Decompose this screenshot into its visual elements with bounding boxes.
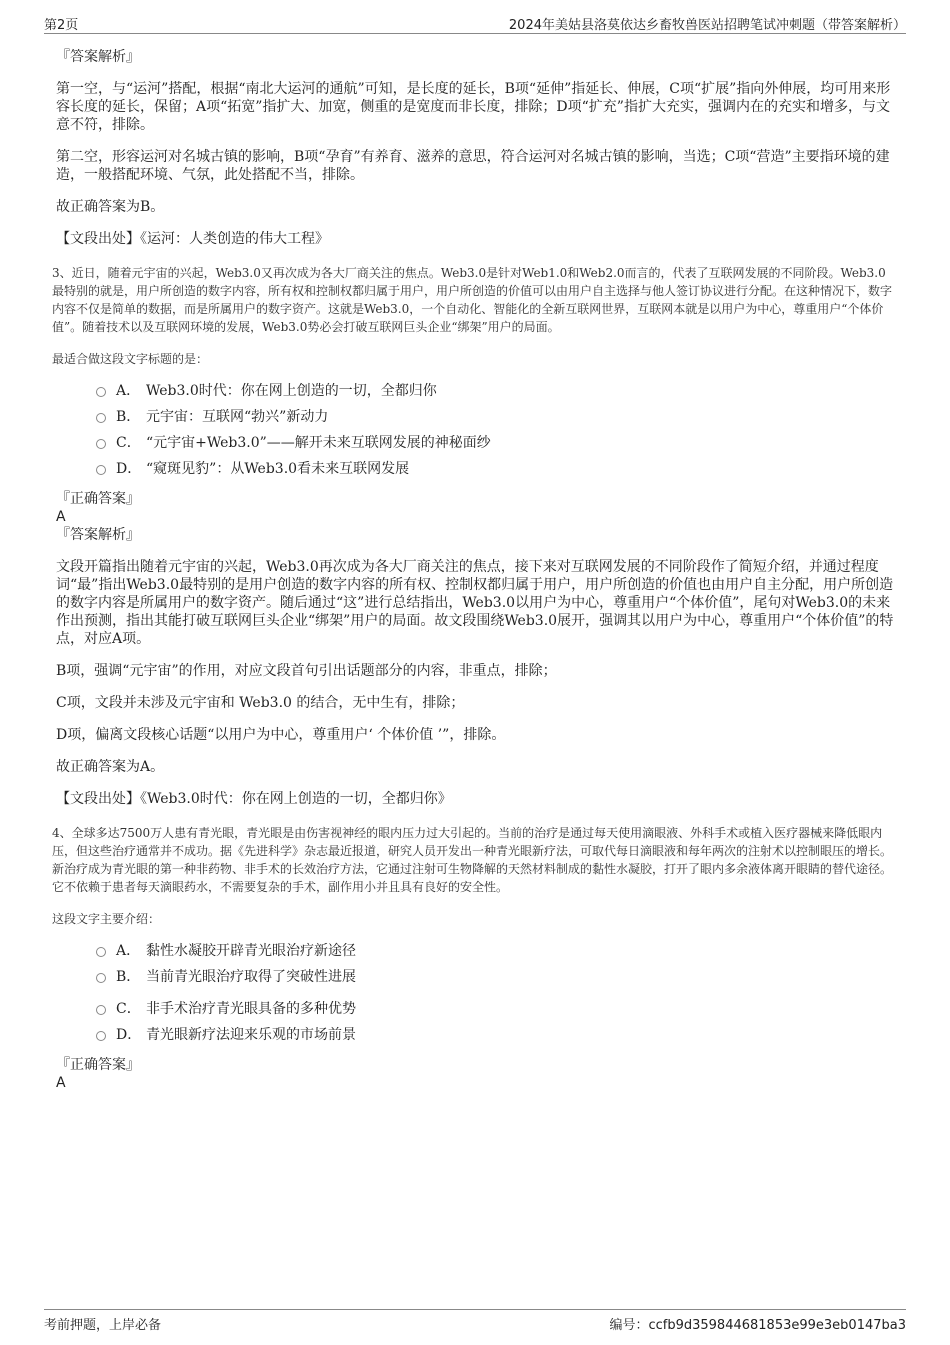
q3-analysis-para1: 文段开篇指出随着元宇宙的兴起，Web3.0再次成为各大厂商关注的焦点，接下来对互联网发展的不同阶段作了简短介绍，并通过程度词“最”指出Web3.0最特别的是用户创造的数字内容的所有权、控制权都归属于用户，用户所创造的价值也由用户自主分配，用户所创造的数字内容是所属用户的数字资产。随后通过“这”进行总结指出，Web3.0以用户为中心，尊重用户“个体价值”，尾句对Web3.0的未来作出预测，指出其能打破互联网巨头企业“绑架”用户的局面。故文段围绕Web3.0展开，强调其以用户为中心，尊重用户“个体价值”的特点，对应A项。: [56, 559, 894, 647]
option-key: C．: [116, 1001, 141, 1017]
option-text: Web3.0时代：你在网上创造的一切，全都归你: [146, 383, 437, 399]
page-number: 第2页: [44, 18, 79, 33]
q2-conclusion: 故正确答案为B。: [56, 199, 165, 215]
option-text: 青光眼新疗法迎来乐观的市场前景: [146, 1027, 356, 1043]
q3-option-d[interactable]: [56, 456, 894, 482]
footer-slogan: 考前押题，上岸必备: [44, 1318, 162, 1333]
q4-stem: 4、全球多达7500万人患有青光眼，青光眼是由伤害视神经的眼内压力过大引起的。当前的治疗是通过每天使用滴眼液、外科手术或植入医疗器械来降低眼内压，但这些治疗通常并不成功。据《先进科学》杂志最近报道，研究人员开发出一种青光眼新疗法，可取代每日滴眼液和每年两次的注射术以控制眼压的增长。新治疗成为青光眼的第一种非药物、非手术的长效治疗方法，它通过注射可生物降解的天然材料制成的黏性水凝胶，打开了眼内多余液体离开眼睛的替代途径。它不依赖于患者每天滴眼药水，不需要复杂的手术，副作用小并且具有良好的安全性。: [52, 826, 893, 894]
q4-correct-label: 『正确答案』: [56, 1057, 140, 1073]
q4-options: [56, 938, 894, 1048]
q3-analysis-para2: B项，强调“元宇宙”的作用，对应文段首句引出话题部分的内容，非重点，排除；: [56, 663, 557, 679]
option-key: D．: [116, 461, 142, 477]
radio-icon[interactable]: [96, 465, 106, 475]
q3-option-a[interactable]: [56, 378, 894, 404]
q3-stem: 3、近日，随着元宇宙的兴起，Web3.0又再次成为各大厂商关注的焦点。Web3.0是针对Web1.0和Web2.0而言的，代表了互联网发展的不同阶段。Web3.0最特别的就是，用户所创造的数字内容，所有权和控制权都归属于用户，用户所创造的价值可以由用户自主选择与他人签订协议进行分配。在这种情况下，数字内容不仅是简单的数据，而是所属用户的数字资产。这就是Web3.0，一个自动化、智能化的全新互联网世界，互联网本就是以用户为中心，尊重用户“个体价值”。随着技术以及互联网环境的发展，Web3.0势必会打破互联网巨头企业“绑架”用户的局面。: [52, 266, 893, 334]
option-text: “窥斑见豹”：从Web3.0看未来互联网发展: [146, 461, 410, 477]
q2-source: 【文段出处】《运河：人类创造的伟大工程》: [56, 231, 329, 247]
option-key: A．: [116, 383, 141, 399]
document-title: 2024年美姑县洛莫依达乡畜牧兽医站招聘笔试冲刺题（带答案解析）: [508, 18, 906, 33]
radio-icon[interactable]: [96, 413, 106, 423]
page-header: [44, 14, 906, 34]
radio-icon[interactable]: [96, 947, 106, 957]
option-text: 黏性水凝胶开辟青光眼治疗新途径: [146, 943, 356, 959]
page-footer: [44, 1309, 906, 1333]
q4-option-c[interactable]: [56, 996, 894, 1022]
option-key: B．: [116, 409, 141, 425]
option-text: 元宇宙：互联网“勃兴”新动力: [146, 409, 329, 425]
radio-icon[interactable]: [96, 387, 106, 397]
q2-analysis-para2: 第二空，形容运河对名城古镇的影响，B项“孕育”有养育、滋养的意思，符合运河对名城古镇的影响，当选；C项“营造”主要指环境的建造，一般搭配环境、气氛，此处搭配不当，排除。: [56, 149, 890, 183]
document-body: [52, 44, 894, 1092]
option-text: 当前青光眼治疗取得了突破性进展: [146, 969, 356, 985]
radio-icon[interactable]: [96, 973, 106, 983]
q3-conclusion: 故正确答案为A。: [56, 759, 165, 775]
q2-analysis-para1: 第一空，与“运河”搭配，根据“南北大运河的通航”可知，是长度的延长，B项“延伸”指延长、伸展，C项“扩展”指向外伸展，均可用来形容长度的延长，保留；A项“拓宽”指扩大、加宽，侧重的是宽度而非长度，排除；D项“扩充”指扩大充实，强调内在的充实和增多，与文意不符，排除。: [56, 81, 891, 133]
radio-icon[interactable]: [96, 439, 106, 449]
q3-correct-label: 『正确答案』: [56, 491, 140, 507]
q3-analysis-para3: C项，文段并未涉及元宇宙和 Web3.0 的结合，无中生有，排除；: [56, 695, 465, 711]
q3-source: 【文段出处】《Web3.0时代：你在网上创造的一切，全都归你》: [56, 791, 452, 807]
q3-analysis-para4: D项，偏离文段核心话题“以用户为中心，尊重用户‘ 个体价值 ’”，排除。: [56, 727, 506, 743]
radio-icon[interactable]: [96, 1005, 106, 1015]
q4-correct-answer: A: [56, 1075, 66, 1091]
option-key: C．: [116, 435, 141, 451]
q3-analysis-label: 『答案解析』: [56, 527, 140, 543]
q4-prompt: 这段文字主要介绍：: [52, 912, 161, 926]
option-text: 非手术治疗青光眼具备的多种优势: [146, 1001, 356, 1017]
q3-correct-answer: A: [56, 509, 66, 525]
q4-option-b[interactable]: [56, 964, 894, 990]
radio-icon[interactable]: [96, 1031, 106, 1041]
option-key: A．: [116, 943, 141, 959]
q4-option-d[interactable]: [56, 1022, 894, 1048]
option-text: “元宇宙+Web3.0”——解开未来互联网发展的神秘面纱: [146, 435, 491, 451]
q3-options: [56, 378, 894, 482]
q3-option-c[interactable]: [56, 430, 894, 456]
option-key: D．: [116, 1027, 142, 1043]
q2-analysis-label: 『答案解析』: [56, 49, 140, 65]
q4-option-a[interactable]: [56, 938, 894, 964]
document-id: 编号：ccfb9d359844681853e99e3eb0147ba3: [609, 1318, 906, 1333]
q3-option-b[interactable]: [56, 404, 894, 430]
q3-prompt: 最适合做这段文字标题的是：: [52, 352, 209, 366]
option-key: B．: [116, 969, 141, 985]
